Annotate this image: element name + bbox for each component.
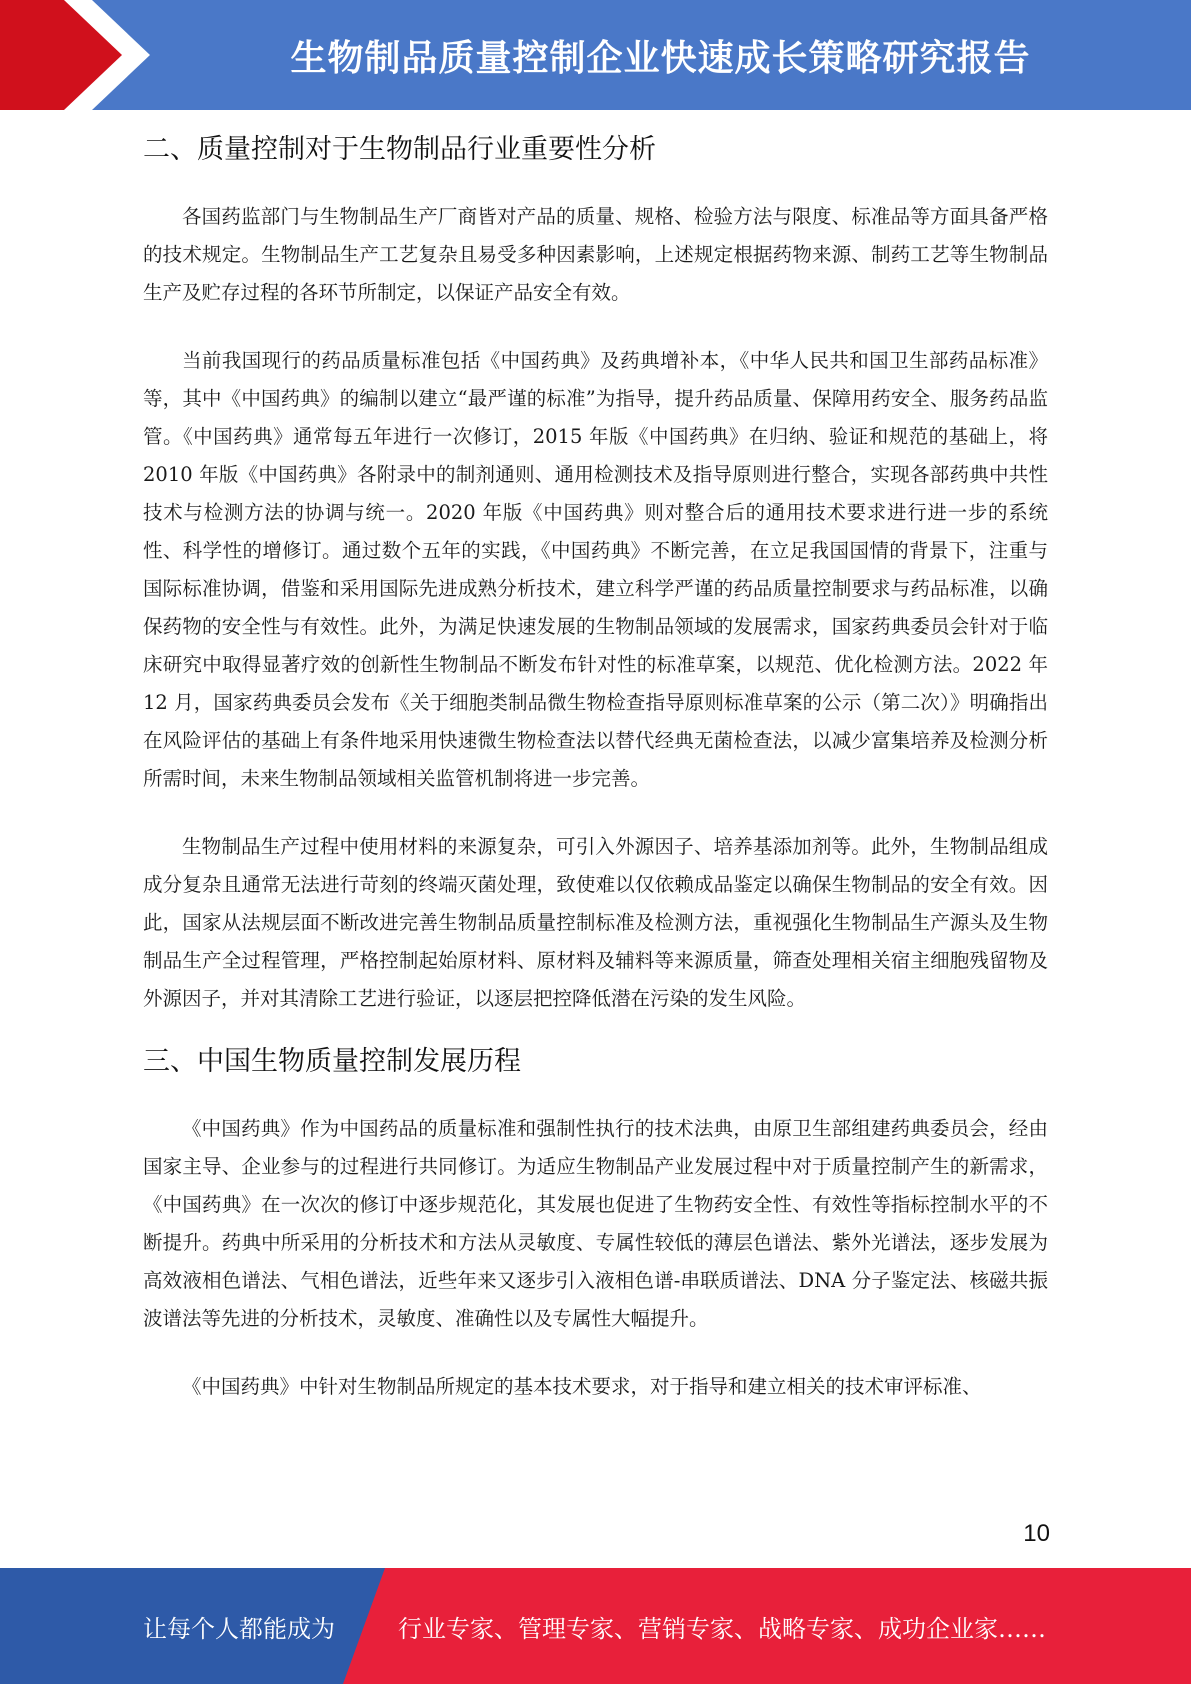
paragraph: 《中国药典》中针对生物制品所规定的基本技术要求，对于指导和建立相关的技术审评标准、: [182, 1375, 982, 1398]
document-body: [143, 130, 1048, 1406]
footer-slogan-right: 行业专家、管理专家、营销专家、战略专家、成功企业家……: [398, 1614, 1046, 1643]
paragraph: 生物制品生产过程中使用材料的来源复杂，可引入外源因子、培养基添加剂等。此外，生物制品组成成分复杂且通常无法进行苛刻的终端灭菌处理，致使难以仅依赖成品鉴定以确保生物制品的安全有效。因此，国家从法规层面不断改进完善生物制品质量控制标准及检测方法，重视强化生物制品生产源头及生物制品生产全过程管理，严格控制起始原材料、原材料及辅料等来源质量，筛查处理相关宿主细胞残留物及外源因子，并对其清除工艺进行验证，以逐层把控降低潜在污染的发生风险。: [143, 835, 1048, 1010]
footer-banner: [0, 1568, 1191, 1684]
paragraph: 当前我国现行的药品质量标准包括《中国药典》及药典增补本，《中华人民共和国卫生部药品标准》等，其中《中国药典》的编制以建立“最严谨的标准”为指导，提升药品质量、保障用药安全、服务药品监管。《中国药典》通常每五年进行一次修订，2015 年版《中国药典》在归纳、验证和规范的基础上，将 2010 年版《中国药典》各附录中的制剂通则、通用检测技术及指导原则进行整合，实现各部药典中共性技术与检测方法的协调与统一。2020 年版《中国药典》则对整合后的通用技术要求进行进一步的系统性、科学性的增修订。通过数个五年的实践，《中国药典》不断完善，在立足我国国情的背景下，注重与国际标准协调，借鉴和采用国际先进成熟分析技术，建立科学严谨的药品质量控制要求与药品标准，以确保药物的安全性与有效性。此外，为满足快速发展的生物制品领域的发展需求，国家药典委员会针对于临床研究中取得显著疗效的创新性生物制品不断发布针对性的标准草案，以规范、优化检测方法。2022 年 12 月，国家药典委员会发布《关于细胞类制品微生物检查指导原则标准草案的公示（第二次）》明确指出在风险评估的基础上有条件地采用快速微生物检查法以替代经典无菌检查法，以减少富集培养及检测分析所需时间，未来生物制品领域相关监管机制将进一步完善。: [143, 349, 1048, 790]
report-title: 生物制品质量控制企业快速成长策略研究报告: [290, 37, 1031, 79]
header-banner: [0, 0, 1191, 110]
paragraph: 各国药监部门与生物制品生产厂商皆对产品的质量、规格、检验方法与限度、标准品等方面具备严格的技术规定。生物制品生产工艺复杂且易受多种因素影响，上述规定根据药物来源、制药工艺等生物制品生产及贮存过程的各环节所制定，以保证产品安全有效。: [143, 205, 1048, 304]
footer-slogan-left: 让每个人都能成为: [143, 1614, 335, 1643]
page-number: 10: [1023, 1520, 1050, 1547]
paragraph: 《中国药典》作为中国药品的质量标准和强制性执行的技术法典，由原卫生部组建药典委员会，经由国家主导、企业参与的过程进行共同修订。为适应生物制品产业发展过程中对于质量控制产生的新需求，《中国药典》在一次次的修订中逐步规范化，其发展也促进了生物药安全性、有效性等指标控制水平的不断提升。药典中所采用的分析技术和方法从灵敏度、专属性较低的薄层色谱法、紫外光谱法，逐步发展为高效液相色谱法、气相色谱法，近些年来又逐步引入液相色谱-串联质谱法、DNA 分子鉴定法、核磁共振波谱法等先进的分析技术，灵敏度、准确性以及专属性大幅提升。: [143, 1117, 1048, 1330]
section-heading-importance: 二、质量控制对于生物制品行业重要性分析: [143, 134, 656, 165]
section-heading-history: 三、中国生物质量控制发展历程: [143, 1046, 521, 1077]
